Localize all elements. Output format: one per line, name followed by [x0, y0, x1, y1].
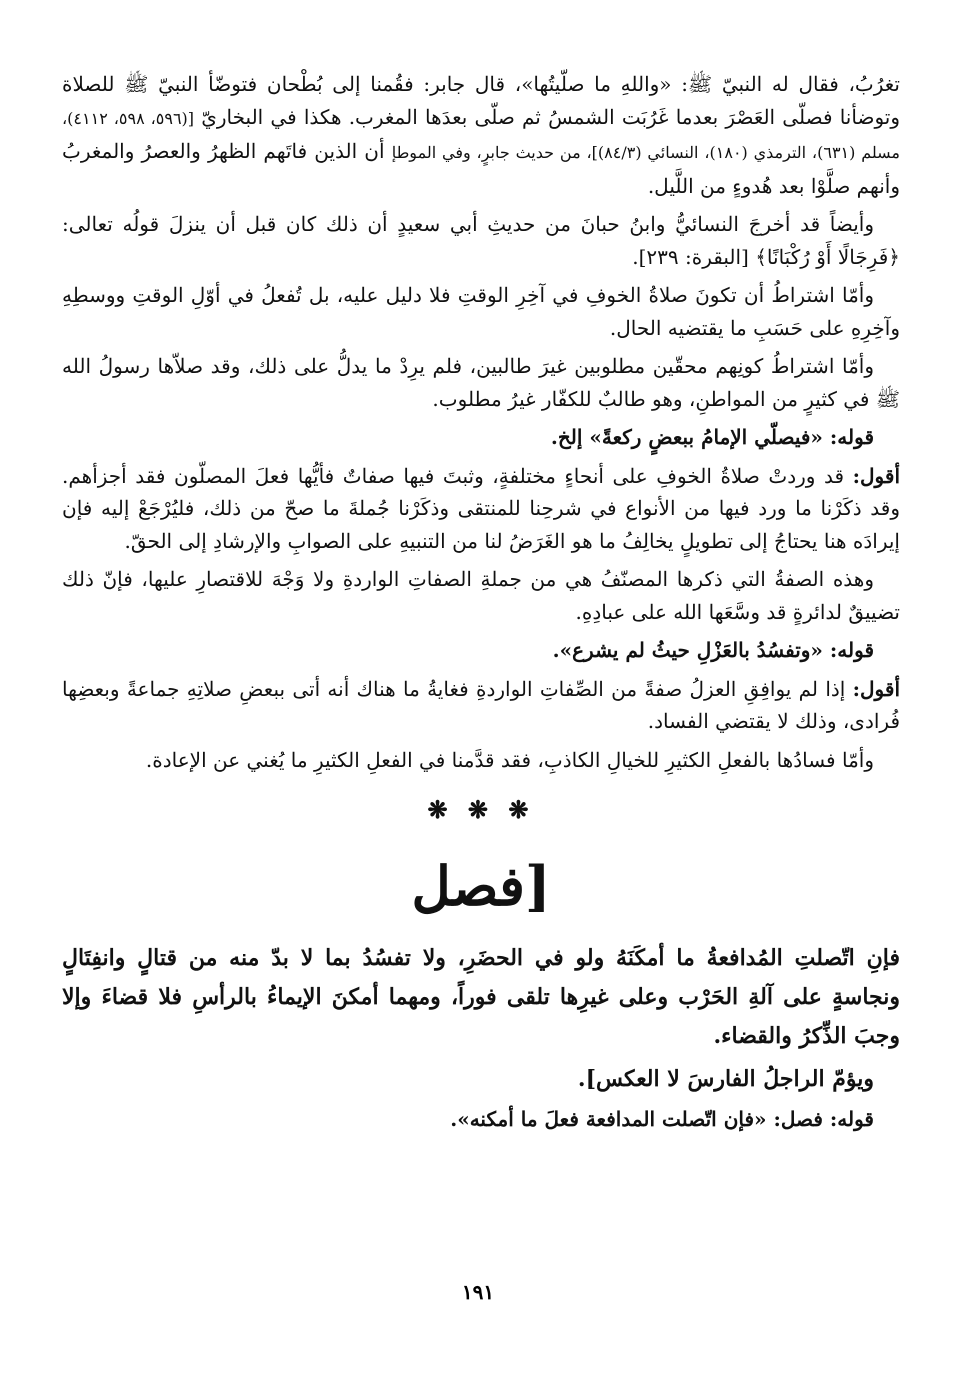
qawluh-text: «فيصلّي الإمامُ ببعضٍ ركعةً» إلخ.	[550, 425, 823, 449]
matn-text	[62, 939, 900, 1056]
qawluh-label: قوله:	[829, 638, 874, 662]
qawluh-label: قوله:	[829, 425, 874, 449]
line: جماعةً وبعضِها فُرادى، وذلك لا يقتضي الفساد.	[62, 676, 900, 733]
line: تغرُبُ، فقال له النبيّ ﷺ: «واللهِ ما صلّيتُها»، قال جابر: فقُمنا إلى بُطْحان فتوضّأ النبيّ ﷺ	[124, 72, 900, 96]
line: فإنِ اتّصلتِ المُدافعةُ ما أمكَنَهُ ولو في الحضَرِ، ولا تفسُدُ بما لا بدّ منه من قتالٍ	[137, 944, 900, 971]
page-number: ١٩١	[461, 1280, 495, 1304]
line: للصلاة وتوضأنا فصلّى العَصْرَ بعدما غَرُبَت الشمسُ ثم صلّى بعدَها المغرب. هكذا في البخاريّ	[62, 72, 900, 129]
line: الصوابِ والإرشادِ إلى الحقّ.	[124, 528, 352, 553]
section-heading-fasl: [فصل	[411, 853, 551, 918]
line: فقد أجزأهم. وقد ذكَرْنا ما ورد فيها من الأنواع في شرحِنا للمنتقى وذكَرْنا جُملةَ ما صحّ من	[62, 463, 900, 520]
paragraph-hadith	[62, 68, 900, 202]
section-divider-ornament: ❋ ❋ ❋	[427, 795, 535, 824]
line: رسولُ الله ﷺ في كثيرٍ من المواطنِ، وهو طالبٌ للكفّار غيرُ مطلوب.	[62, 354, 900, 411]
line: وأيضاً قد أخرجَ النسائيُّ وابنُ حبانَ من حديثِ أبي سعيدٍ أن ذلك كان قبل أن ينزلَ قولُه	[122, 212, 875, 236]
aqulu-label: أقول:	[852, 463, 901, 488]
aqulu-paragraph-1	[62, 460, 900, 558]
qawluh-quote-3	[62, 1103, 900, 1136]
paragraph-author-form	[62, 563, 900, 628]
qawluh-text: «وتفسُدُ بالعَزْلِ حيثُ لم يشرع».	[552, 638, 823, 662]
paragraph-nasai	[62, 208, 900, 273]
line: تعالى: ﴿فَرِجَالًا أَوْ رُكْبَانًا﴾ [البقرة: ٢٣٩].	[62, 212, 900, 269]
line: وأمّا فسادُها بالفعلِ الكثيرِ للخيالِ الكاذبِ، فقد قدَّمنا في الفعلِ الكثيرِ ما يُغني عن الإعادة.	[145, 747, 874, 772]
line: ووسطِهِ وآخِرِهِ على حَسَبِ ما يقتضيه الحال.	[62, 283, 900, 340]
line: وانفِتَالٍ ونجاسةٍ على آلةِ الحَرْب وعلى غيرِها تلقى فوراً، ومهما أمكنَ الإيماءُ بالرأسِ فلا	[62, 944, 900, 1010]
line: فإنّ ذلك تضييقٌ لدائرةٍ قد وسَّعَها الله على عبادِهِ.	[62, 567, 900, 624]
qawluh-label: قوله: فصل:	[773, 1106, 874, 1131]
page-body	[62, 68, 900, 1141]
aqulu-paragraph-2	[62, 673, 900, 738]
qawluh-quote-1	[62, 421, 900, 454]
paragraph-invalidation	[62, 744, 900, 777]
line: قد وردتْ صلاةُ الخوفِ على أنحاءٍ مختلفةٍ، وثبتَ فيها صفاتٌ فأيُّها فعلَ المصلّون	[174, 463, 845, 488]
matn-text-2: ويؤمّ الراجلُ الفارسَ لا العكس].	[577, 1065, 874, 1092]
line: [(٥٩٦، ٥٩٨، ٤١١٢)، مسلم (٦٣١)، الترمذي (١٨٠)، النسائي (٨٤/٣)]، من حديث جابرٍ، وفي الموطإ	[62, 108, 901, 162]
line: إذا لم يوافِقِ العزلُ صفةً من الصِّفاتِ الواردةِ فغايةُ ما هناك أنه أتى ببعضِ صلاتِهِ	[186, 676, 846, 701]
line: أن الذين فاتَهم الظهرُ والعصرُ والمغربُ وأنهم صلَّوْا بعد هُدوءٍ من اللَّيل.	[62, 139, 900, 198]
paragraph-time-condition	[62, 279, 900, 344]
line: قضاءَ وإلا وجبَ الذِّكرُ والقضاء.	[62, 983, 900, 1049]
line: وأمّا اشتراطُ كونِهم محقّين مطلوبين غيرَ طالبين، فلم يرِدْ ما يدلُّ على ذلك، وقد صلاّها	[157, 354, 875, 378]
qawluh-text: «فإن اتّصلت المدافعة فعلَ ما أمكنه».	[450, 1106, 767, 1131]
qawluh-quote-2	[62, 634, 900, 667]
line: وأمّا اشتراطُ أن تكونَ صلاةُ الخوفِ في آخِرِ الوقتِ فلا دليل عليه، بل تُفعلُ في أوّلِ الوقتِ	[132, 283, 875, 307]
paragraph-pursuers-condition	[62, 350, 900, 415]
aqulu-label: أقول:	[852, 676, 901, 701]
line: وهذه الصفةُ التي ذكرها المصنّفُ هي من جملةِ الصفاتِ الواردةِ ولا وَجْهَ للاقتصارِ عليها،	[141, 567, 874, 591]
line: ذلك، فليُرْجَعْ إليه فإن إيرادَه هنا يحتاجُ إلى تطويلٍ يخالِفُ ما هو الغَرَضُ لنا من التنبيهِ على	[62, 496, 900, 553]
